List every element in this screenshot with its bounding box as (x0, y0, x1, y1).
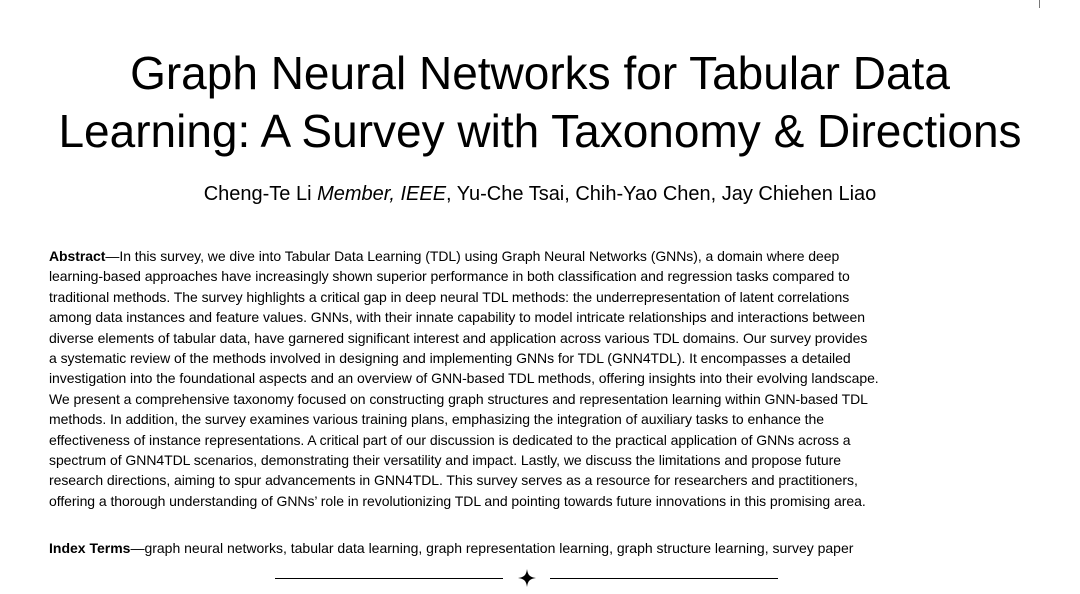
divider-rule-left (275, 578, 503, 579)
abstract-line: learning-based approaches have increasingly shown superior performance in both classification and regression tasks compared to (49, 268, 850, 285)
abstract-line: research directions, aiming to spur advancements in GNN4TDL. This survey serves as a resource for researchers and practitioners, (49, 472, 858, 489)
abstract-line (49, 246, 1039, 266)
paper-title-line-2: Learning: A Survey with Taxonomy & Directions (58, 105, 1022, 157)
abstract-label: Abstract (49, 248, 106, 264)
abstract-line: effectiveness of instance representations. A critical part of our discussion is dedicated to the practical application of GNNs across a (49, 431, 851, 448)
first-author-affiliation: Member, IEEE (317, 183, 447, 205)
section-divider (0, 568, 1080, 588)
divider-rule-right (550, 578, 778, 579)
abstract-line: We present a comprehensive taxonomy focused on constructing graph structures and representation learning within GNN-based TDL (49, 390, 868, 407)
abstract-line: diverse elements of tabular data, have garnered significant interest and application across various TDL domains. Our survey provides (49, 329, 868, 346)
first-author-name: Cheng-Te Li (203, 183, 312, 205)
abstract-line: among data instances and feature values. GNNs, with their innate capability to model intricate relationships and interactions between (49, 309, 865, 326)
abstract-line: methods. In addition, the survey examines various training plans, emphasizing the integration of auxiliary tasks to enhance the (49, 411, 824, 428)
abstract (49, 246, 1039, 511)
abstract-line: investigation into the foundational aspects and an overview of GNN-based TDL methods, offering insights into their evolving landscape. (49, 370, 879, 387)
index-terms-text: —graph neural networks, tabular data learning, graph representation learning, graph structure learning, survey paper (130, 540, 854, 556)
abstract-line: traditional methods. The survey highlights a critical gap in deep neural TDL methods: the underrepresentation of latent correlations (49, 288, 850, 305)
author-list (0, 181, 1080, 207)
abstract-line: spectrum of GNN4TDL scenarios, demonstrating their versatility and impact. Lastly, we discuss the limitations and propose future (49, 452, 841, 469)
four-point-star-icon (517, 568, 537, 588)
paper-title-line-1: Graph Neural Networks for Tabular Data (130, 47, 950, 99)
paper-title (0, 44, 1080, 160)
other-authors: , Yu-Che Tsai, Chih-Yao Chen, Jay Chiehen Liao (446, 183, 877, 205)
index-terms-label: Index Terms (49, 540, 131, 556)
abstract-line: offering a thorough understanding of GNNs’ role in revolutionizing TDL and pointing towards future innovations in this promising area. (49, 492, 866, 509)
abstract-line: a systematic review of the methods involved in designing and implementing GNNs for TDL (GNN4TDL). It encompasses a detailed (49, 350, 851, 367)
index-terms (49, 538, 1039, 558)
page-corner-mark (1039, 0, 1040, 8)
abstract-line-text: —In this survey, we dive into Tabular Data Learning (TDL) using Graph Neural Networks (GNNs), a domain where deep (105, 248, 840, 264)
